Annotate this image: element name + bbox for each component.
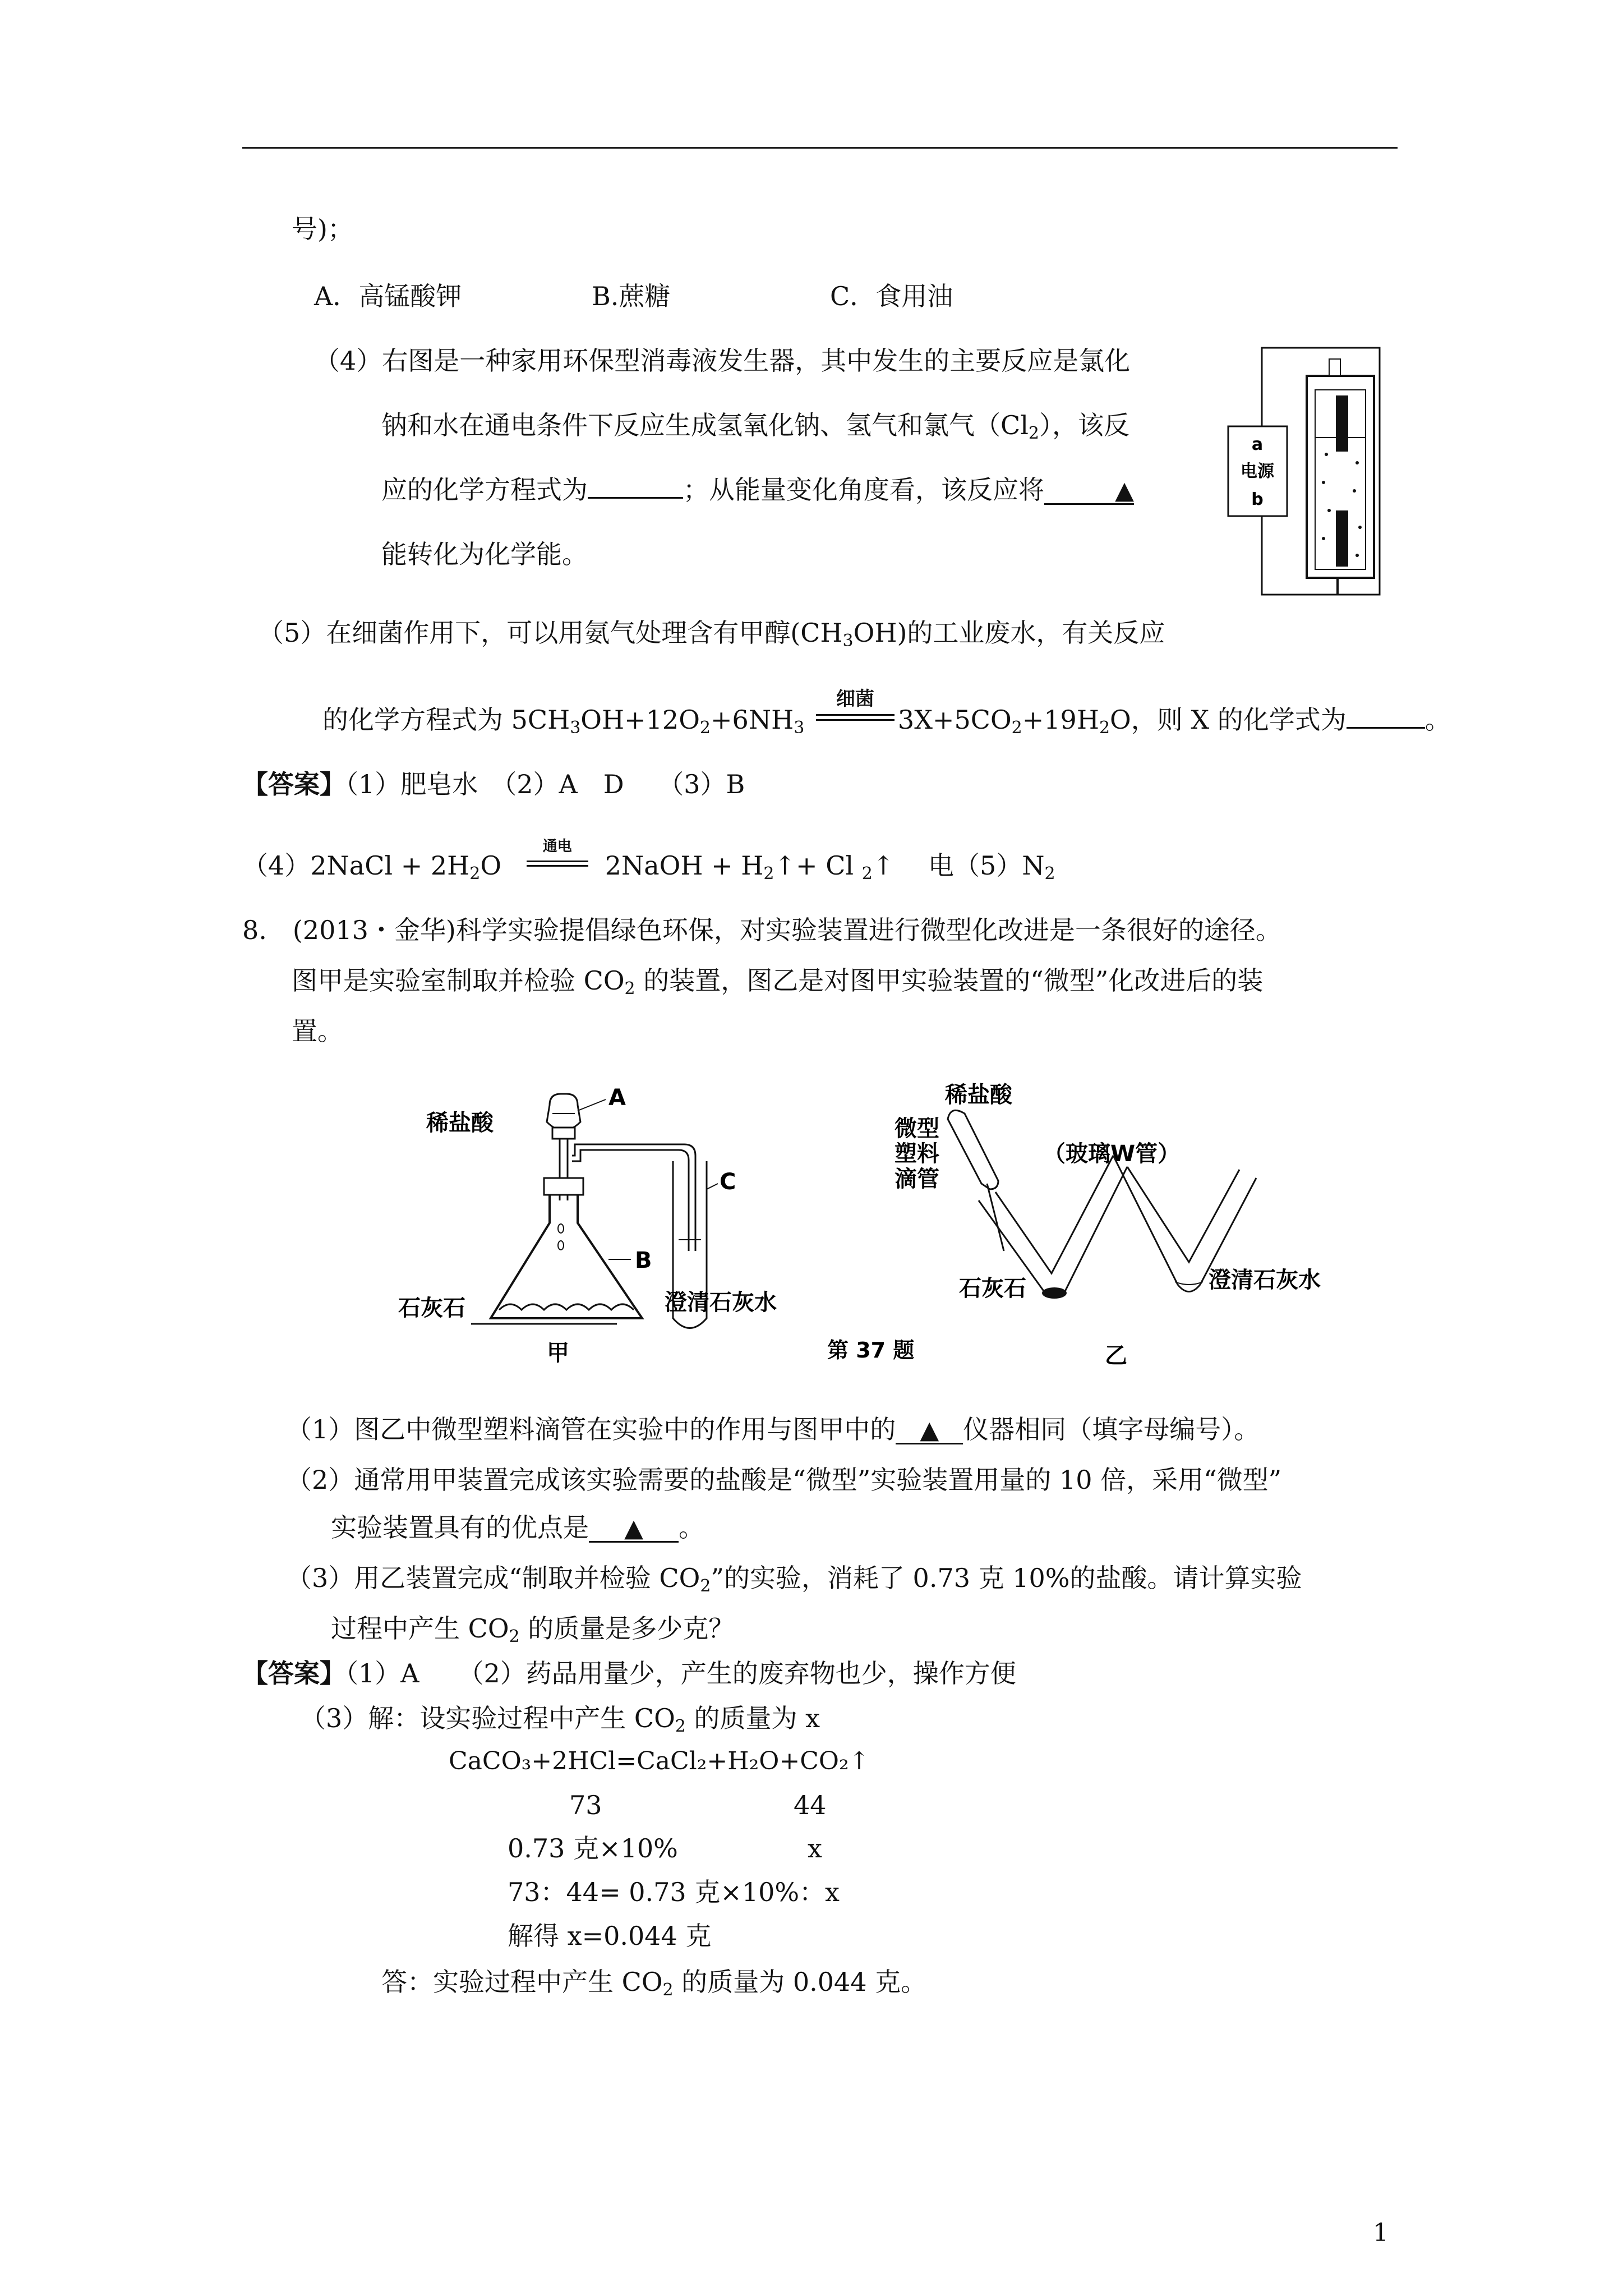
question-8-line-2: 图甲是实验室制取并检验 $CO_2$ 的装置，图乙是对图甲实验装置的“微型”化改进后的装: [292, 965, 1264, 999]
yi-dropper-label-2: 塑料: [895, 1141, 939, 1167]
jia-caption: 甲: [547, 1340, 569, 1366]
sub-question-2-line-1: （2）通常用甲装置完成该实验需要的盐酸是“微型”实验装置用量的 10 倍，采用“微型”: [286, 1465, 1282, 1495]
text-line-4: 钠和水在通电条件下反应生成氢氧化钠、氢气和氯气$(Cl_2)$，该反: [381, 410, 1130, 443]
answer-blank-equation[interactable]: [588, 497, 683, 499]
yi-limewater-label: 澄清石灰水: [1209, 1267, 1321, 1293]
disinfectant-generator-figure: [1223, 342, 1391, 606]
solution-mass-acid: 0.73 克×10%: [508, 1833, 678, 1864]
answer-blank-q1[interactable]: ▲: [896, 1418, 963, 1444]
solution-line-1: （3）解：设实验过程中产生 $CO_2$ 的质量为 x: [300, 1703, 820, 1736]
answer-line-3: 【答案】（1）A （2）药品用量少，产生的废弃物也少，操作方便: [242, 1658, 1016, 1688]
text-line-8: 的化学方程式为 $5CH_3OH+12O_2+6NH_3$ 细菌 $3X+5CO_2+19H_2O$，则 X 的化学式为 。: [322, 688, 1451, 738]
yi-dropper-label-3: 滴管: [895, 1166, 939, 1192]
yi-dilute-hcl-label: 稀盐酸: [945, 1082, 1012, 1108]
text-line-1: 号)；: [292, 214, 353, 244]
text-line-3: （4）右图是一种家用环保型消毒液发生器，其中发生的主要反应是氯化: [314, 346, 1131, 376]
solution-equation: CaCO₃+2HCl=CaCl₂+H₂O+CO₂↑: [449, 1747, 870, 1775]
power-terminal-b: b: [1251, 490, 1264, 509]
text-line-7: （5）在细菌作用下，可以用氨气处理含有甲醇$(CH_3OH)$的工业废水，有关反应: [258, 618, 1165, 651]
text-line-5: 应的化学方程式为 ；从能量变化角度看，该反应将 ▲: [381, 475, 1134, 505]
solution-proportion: 73：44= 0.73 克×10%：x: [508, 1877, 840, 1907]
yi-caption: 乙: [1105, 1343, 1127, 1369]
option-c: C．食用油: [830, 281, 953, 311]
sub-question-3-line-2: 过程中产生 $CO_2$ 的质量是多少克？: [331, 1613, 735, 1646]
reaction-condition-bacteria: 细菌: [816, 714, 895, 729]
apparatus-jia: [398, 1085, 777, 1366]
sub-question-3-line-1: （3）用乙装置完成“制取并检验 $CO_2$”的实验，消耗了 0.73 克 10%的盐酸。请计算实验: [286, 1563, 1302, 1596]
answer-blank-energy[interactable]: ▲: [1044, 478, 1134, 505]
solution-mass-x: x: [808, 1833, 822, 1864]
header-rule: [242, 147, 1398, 149]
option-b: B.蔗糖: [592, 281, 671, 311]
answer-line-1: 【答案】（1）肥皂水 （2）A D （3）B: [242, 769, 745, 799]
question-8-line-3: 置。: [292, 1016, 343, 1046]
apparatus-figure: [381, 1071, 1380, 1374]
solution-ratio-73: 73: [569, 1790, 602, 1820]
figure-caption: 第 37 题: [827, 1338, 915, 1363]
answer-blank-formula[interactable]: [1347, 727, 1425, 729]
yi-dropper-label-1: 微型: [895, 1116, 939, 1142]
jia-dilute-hcl-label: 稀盐酸: [426, 1110, 494, 1136]
power-source-label: 电源: [1241, 462, 1274, 481]
solution-result: 解得 x=0.044 克: [508, 1921, 712, 1951]
jia-label-c: C: [720, 1169, 736, 1195]
jia-limewater-label: 澄清石灰水: [665, 1290, 777, 1315]
question-8-line-1: 8. (2013・金华)科学实验提倡绿色环保，对实验装置进行微型化改进是一条很好的途径。: [242, 915, 1281, 945]
yi-w-tube-label: （玻璃W管）: [1043, 1141, 1181, 1167]
reaction-condition-electric: 通电: [527, 861, 588, 875]
text-line-6: 能转化为化学能。: [381, 539, 588, 569]
jia-label-b: B: [635, 1248, 652, 1273]
yi-limestone-label: 石灰石: [959, 1276, 1026, 1301]
answer-blank-q2[interactable]: ▲: [589, 1516, 679, 1543]
sub-question-2-line-2: 实验装置具有的优点是 ▲ 。: [331, 1512, 704, 1543]
sub-question-1: （1）图乙中微型塑料滴管在实验中的作用与图甲中的 ▲ 仪器相同（填字母编号）。: [286, 1414, 1260, 1444]
solution-answer: 答：实验过程中产生 $CO_2$ 的质量为 0.044 克。: [381, 1967, 927, 2000]
apparatus-yi: [895, 1082, 1321, 1369]
power-terminal-a: a: [1251, 435, 1264, 454]
page-number: 1: [1373, 2219, 1389, 2247]
jia-label-a: A: [608, 1085, 626, 1111]
option-a: A．高锰酸钾: [314, 281, 462, 311]
jia-limestone-label: 石灰石: [398, 1295, 465, 1321]
solution-ratio-44: 44: [794, 1790, 827, 1820]
answer-line-2: （4）2NaCl + $2H_2O$ 通电 2NaOH + $H_2↑+ Cl$ $_2$↑ 电$(5)N_2$: [242, 838, 1055, 884]
